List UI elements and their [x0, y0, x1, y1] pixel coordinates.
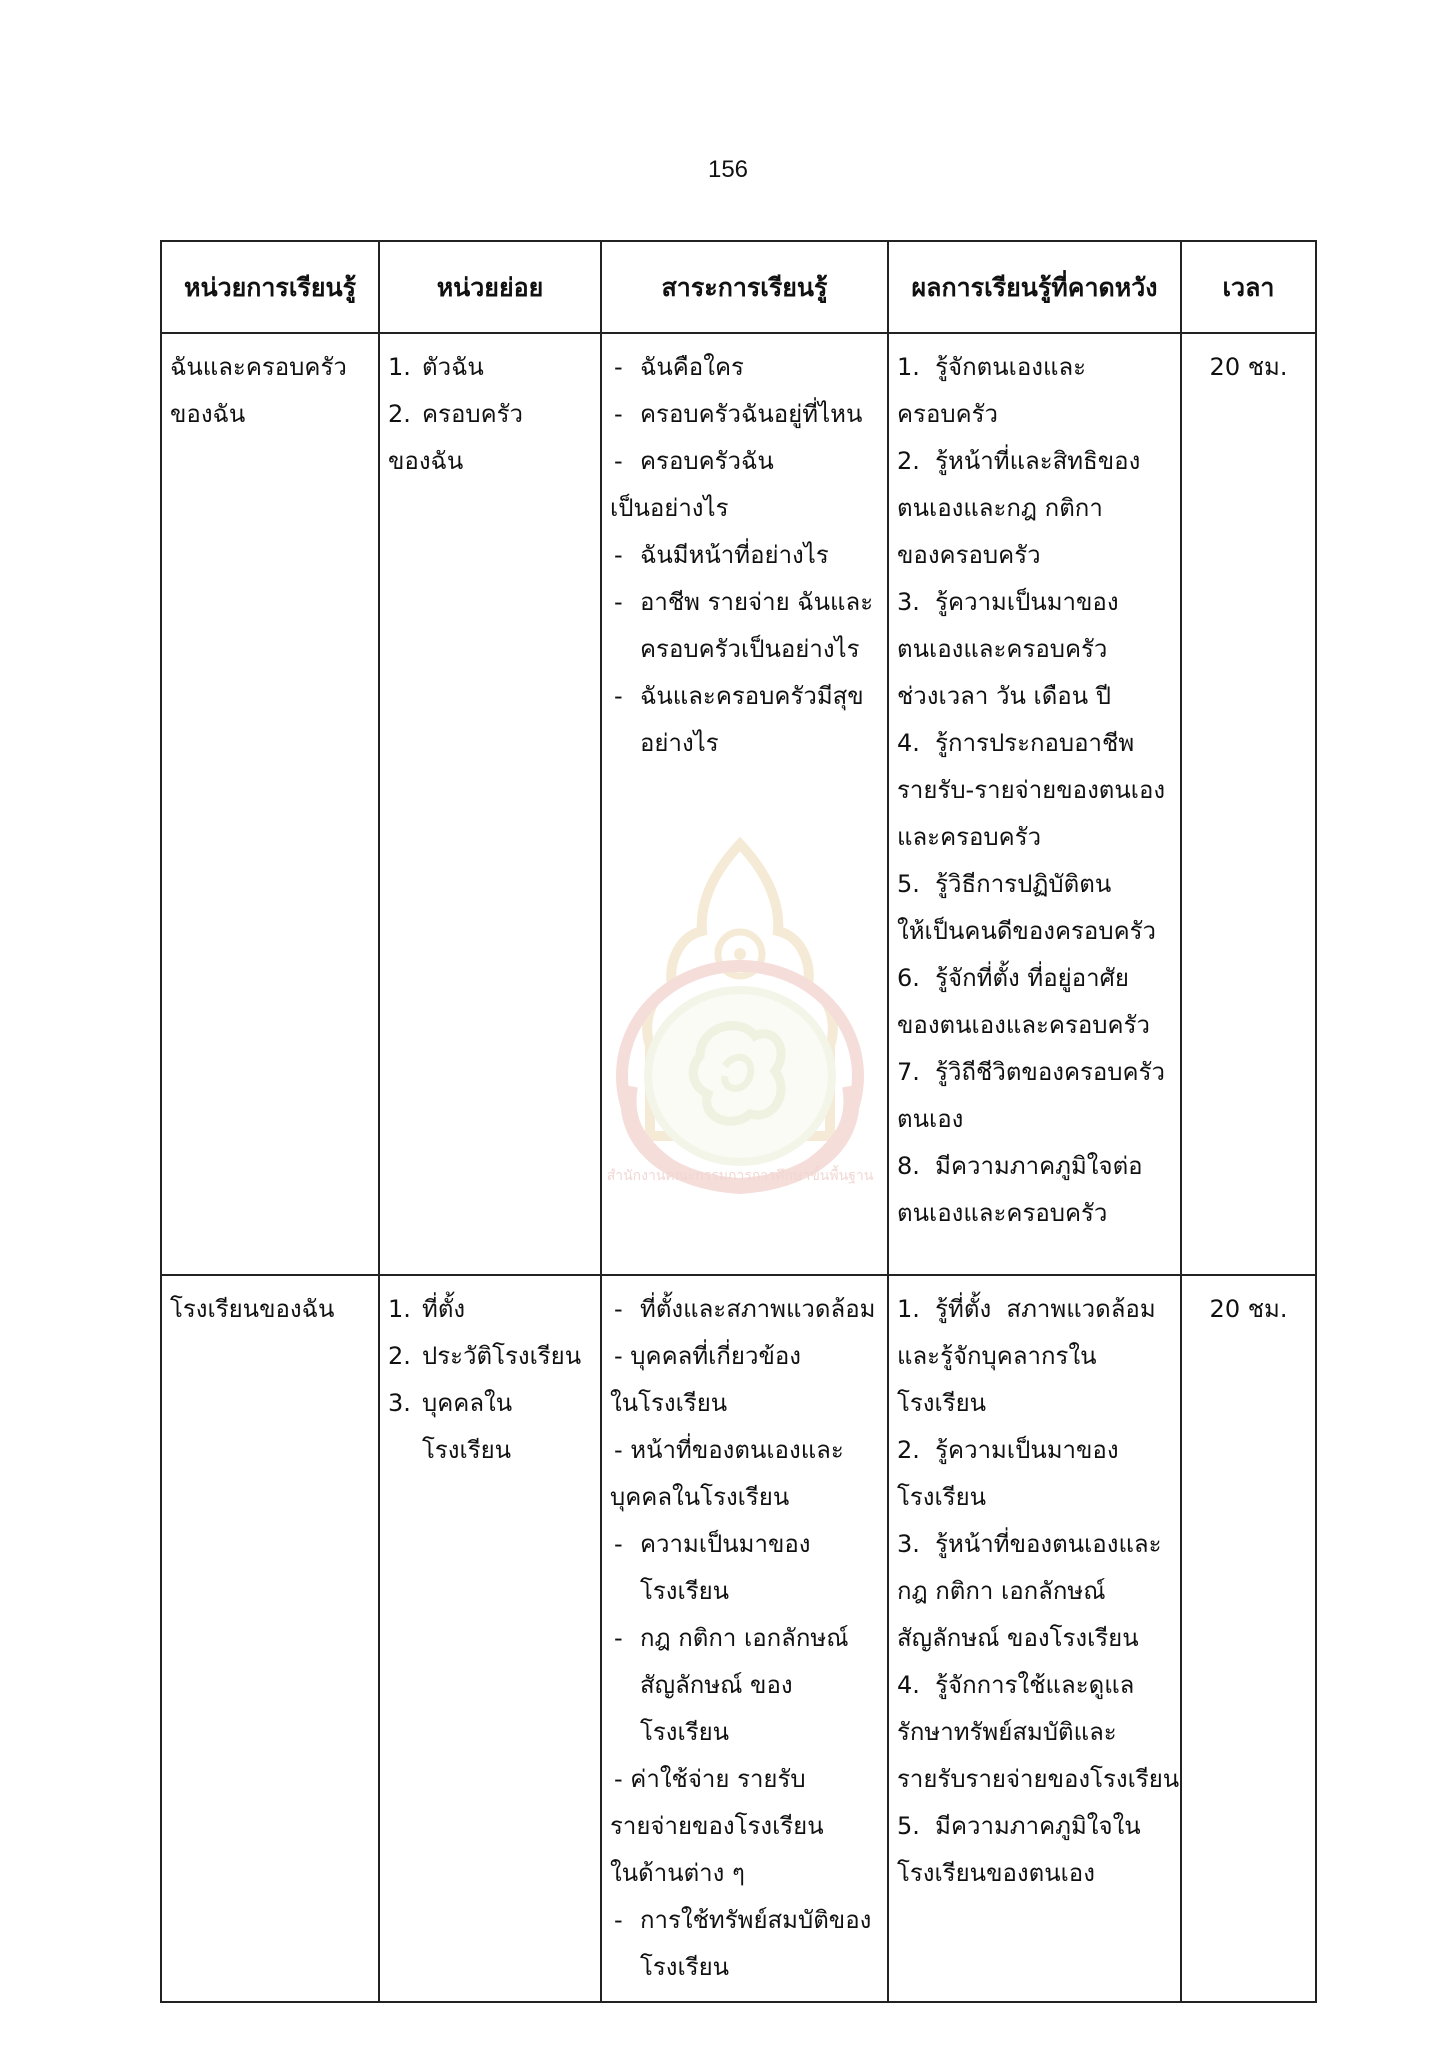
bullet-dash: - — [614, 1624, 623, 1652]
outcome-line: 2. รู้หน้าที่และสิทธิของ — [897, 447, 1141, 475]
content-item — [610, 1521, 879, 1615]
outcome-line: 2. รู้ความเป็นมาของ — [897, 1436, 1119, 1464]
cell-time: 20 ชม. — [1181, 333, 1316, 1275]
content-text: บุคคลที่เกี่ยวข้อง — [630, 1342, 801, 1370]
outcome-line: 4. รู้จักการใช้และดูแล — [897, 1671, 1135, 1699]
content-item — [610, 673, 879, 720]
bullet-dash — [610, 1662, 640, 1756]
subunit-item — [388, 344, 592, 391]
content-item — [610, 1474, 879, 1521]
content-text: หน้าที่ของตนเองและ — [630, 1436, 844, 1464]
content-text: โรงเรียน — [640, 1953, 730, 1981]
subunit-item — [388, 438, 592, 485]
subunit-text: บุคคลใน — [422, 1389, 513, 1417]
content-item — [610, 1286, 879, 1333]
outcome-line: ครอบครัว — [897, 400, 999, 428]
content-text: ค่าใช้จ่าย รายรับ — [630, 1765, 806, 1793]
subunit-text: ประวัติโรงเรียน — [422, 1342, 582, 1370]
emblem-ring-text: สำนักงานคณะกรรมการการศึกษาขั้นพื้นฐาน — [606, 1168, 874, 1184]
page-number: 156 — [707, 156, 749, 183]
content-text: ในโรงเรียน — [610, 1389, 728, 1417]
content-item — [610, 626, 879, 673]
outcome-line: กฎ กติกา เอกลักษณ์ — [897, 1577, 1106, 1605]
bullet-dash: - — [614, 400, 623, 428]
outcome-line: และรู้จักบุคลากรใน — [897, 1342, 1097, 1370]
outcome-line: ของครอบครัว — [897, 541, 1041, 569]
content-text: กฎ กติกา เอกลักษณ์ — [640, 1624, 849, 1652]
subunit-text: ที่ตั้ง — [422, 1295, 466, 1323]
table-row — [161, 1275, 1316, 2002]
cell-outcomes — [888, 333, 1181, 1275]
subunit-number: 2. — [388, 1342, 411, 1370]
content-text: ที่ตั้งและสภาพแวดล้อม — [640, 1295, 876, 1323]
subunit-text: โรงเรียน — [422, 1436, 512, 1464]
content-text: ฉันคือใคร — [640, 353, 744, 381]
outcome-line: 6. รู้จักที่ตั้ง ที่อยู่อาศัย — [897, 964, 1129, 992]
content-item — [610, 1333, 879, 1380]
outcome-line: โรงเรียน — [897, 1389, 987, 1417]
outcome-line: ตนเองและครอบครัว — [897, 635, 1108, 663]
outcome-line: โรงเรียน — [897, 1483, 987, 1511]
unit-line: ของฉัน — [170, 400, 246, 428]
outcome-line: ตนเอง — [897, 1105, 964, 1133]
header-time: เวลา — [1181, 241, 1316, 333]
bullet-dash — [610, 720, 640, 767]
outcome-line: 4. รู้การประกอบอาชีพ — [897, 729, 1135, 757]
outcome-line: 7. รู้วิถีชีวิตของครอบครัว — [897, 1058, 1165, 1086]
bullet-dash: - — [614, 588, 623, 616]
content-text: ความเป็นมาของโรงเรียน — [640, 1530, 811, 1605]
cell-subunits — [379, 333, 601, 1275]
subunit-number — [388, 1427, 422, 1474]
cell-subunits — [379, 1275, 601, 2002]
content-text: อย่างไร — [640, 729, 719, 757]
content-text: การใช้ทรัพย์สมบัติของ — [640, 1906, 872, 1934]
cell-time: 20 ชม. — [1181, 1275, 1316, 2002]
content-item — [610, 1662, 879, 1756]
content-text: ฉันและครอบครัวมีสุข — [640, 682, 864, 710]
table-header-row — [161, 241, 1316, 333]
content-item — [610, 1615, 879, 1662]
content-item — [610, 1803, 879, 1850]
header-subunit: หน่วยย่อย — [379, 241, 601, 333]
header-unit: หน่วยการเรียนรู้ — [161, 241, 379, 333]
subunit-number: 1. — [388, 1295, 411, 1323]
content-text: สัญลักษณ์ ของโรงเรียน — [640, 1671, 793, 1746]
outcome-line: สัญลักษณ์ ของโรงเรียน — [897, 1624, 1139, 1652]
content-text: รายจ่ายของโรงเรียน — [610, 1812, 824, 1840]
outcome-line: ช่วงเวลา วัน เดือน ปี — [897, 682, 1111, 710]
outcome-line: รักษาทรัพย์สมบัติและ — [897, 1718, 1117, 1746]
content-item — [610, 1427, 879, 1474]
bullet-dash: - — [614, 682, 623, 710]
subunit-number: 3. — [388, 1389, 411, 1417]
outcome-line: 5. มีความภาคภูมิใจใน — [897, 1812, 1141, 1840]
subunit-item — [388, 391, 592, 438]
outcome-line: ของตนเองและครอบครัว — [897, 1011, 1150, 1039]
content-text: อาชีพ รายจ่าย ฉันและ — [640, 588, 874, 616]
subunit-text: ครอบครัว — [422, 400, 524, 428]
content-item — [610, 532, 879, 579]
content-text: ในด้านต่าง ๆ — [610, 1859, 745, 1887]
outcome-line: 8. มีความภาคภูมิใจต่อ — [897, 1152, 1143, 1180]
content-item — [610, 1380, 879, 1427]
bullet-dash: - — [614, 1530, 623, 1558]
header-outcomes: ผลการเรียนรู้ที่คาดหวัง — [888, 241, 1181, 333]
content-text: เป็นอย่างไร — [610, 494, 729, 522]
subunit-text: ตัวฉัน — [422, 353, 484, 381]
content-text: ครอบครัวเป็นอย่างไร — [640, 635, 860, 663]
unit-line: ฉันและครอบครัว — [170, 353, 347, 381]
subunit-item — [388, 1333, 592, 1380]
bullet-dash: - — [614, 447, 623, 475]
subunit-number: 2. — [388, 400, 411, 428]
outcome-line: และครอบครัว — [897, 823, 1042, 851]
content-text: ฉันมีหน้าที่อย่างไร — [640, 541, 829, 569]
content-item — [610, 720, 879, 767]
content-item — [610, 438, 879, 485]
cell-unit — [161, 333, 379, 1275]
content-item — [610, 579, 879, 626]
outcome-line: 3. รู้ความเป็นมาของ — [897, 588, 1119, 616]
bullet-dash — [610, 626, 640, 673]
outcome-line: 5. รู้วิธีการปฏิบัติตน — [897, 870, 1112, 898]
cell-unit — [161, 1275, 379, 2002]
bullet-dash: - — [614, 1295, 623, 1323]
content-text: บุคคลในโรงเรียน — [610, 1483, 790, 1511]
cell-content — [601, 1275, 888, 2002]
header-content: สาระการเรียนรู้ — [601, 241, 888, 333]
subunit-item — [388, 1427, 592, 1474]
bullet-dash: - — [614, 1906, 623, 1934]
subunit-item — [388, 1286, 592, 1333]
subunit-item — [388, 1380, 592, 1427]
outcome-line: รายรับรายจ่ายของโรงเรียน — [897, 1765, 1180, 1793]
cell-outcomes — [888, 1275, 1181, 2002]
content-item — [610, 485, 879, 532]
cell-content — [601, 333, 888, 1275]
subunit-text: ของฉัน — [388, 447, 464, 475]
subunit-number: 1. — [388, 353, 411, 381]
outcome-line: โรงเรียนของตนเอง — [897, 1859, 1095, 1887]
bullet-dash: - — [614, 1436, 631, 1464]
outcome-line: รายรับ-รายจ่ายของตนเอง — [897, 776, 1166, 804]
outcome-line: 1. รู้ที่ตั้ง สภาพแวดล้อม — [897, 1295, 1156, 1323]
bullet-dash: - — [614, 1342, 631, 1370]
bullet-dash: - — [614, 1765, 631, 1793]
table-row — [161, 333, 1316, 1275]
content-item — [610, 1944, 879, 1991]
bullet-dash — [610, 1944, 640, 1991]
outcome-line: ตนเองและกฎ กติกา — [897, 494, 1103, 522]
content-item — [610, 1897, 879, 1944]
content-text: ครอบครัวฉัน — [640, 447, 774, 475]
content-item — [610, 344, 879, 391]
outcome-line: ให้เป็นคนดีของครอบครัว — [897, 917, 1156, 945]
outcome-line: 1. รู้จักตนเองและ — [897, 353, 1087, 381]
curriculum-table — [160, 240, 1317, 2003]
content-item — [610, 1756, 879, 1803]
outcome-line: 3. รู้หน้าที่ของตนเองและ — [897, 1530, 1162, 1558]
unit-line: โรงเรียนของฉัน — [170, 1295, 335, 1323]
bullet-dash: - — [614, 353, 623, 381]
bullet-dash: - — [614, 541, 623, 569]
content-item — [610, 1850, 879, 1897]
content-item — [610, 391, 879, 438]
outcome-line: ตนเองและครอบครัว — [897, 1199, 1108, 1227]
content-text: ครอบครัวฉันอยู่ที่ไหน — [640, 400, 863, 428]
